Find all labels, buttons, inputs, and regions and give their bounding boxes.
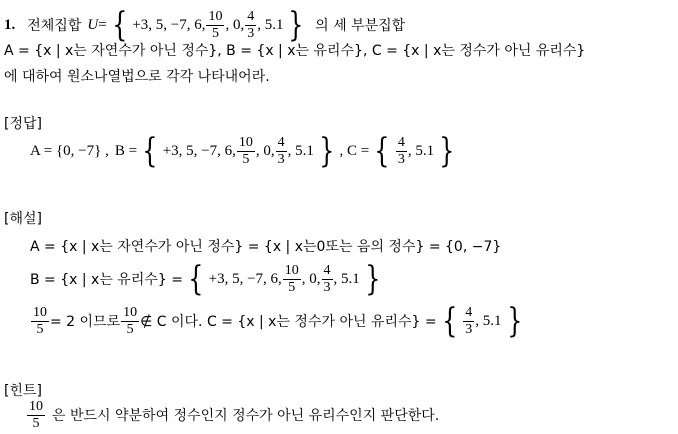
problem-var: U xyxy=(87,16,99,33)
fraction: $\frac{10}{5}$ xyxy=(29,398,43,431)
answer-a: A = {0, −7} , xyxy=(30,142,109,159)
set-elements: , 0, xyxy=(225,16,245,33)
set-elements: +3, 5, −7, 6, xyxy=(132,16,206,33)
brace-open: { xyxy=(188,259,204,299)
fraction: $\frac{10}{5}$ xyxy=(208,8,223,41)
hint-text: 은 반드시 약분하여 정수인지 정수가 아닌 유리수인지 판단한다. xyxy=(52,408,440,424)
brace-close: } xyxy=(506,301,522,341)
set-elements: , 0, xyxy=(255,142,275,159)
set-elements: , 5.1 xyxy=(475,312,502,329)
brace-close: } xyxy=(439,131,455,171)
fraction: $\frac{4}{3}$ xyxy=(247,8,255,41)
fraction: $\frac{10}{5}$ xyxy=(284,262,299,295)
problem-line-2: A = {x | x는 자연수가 아닌 정수}, B = {x | x는 유리수}, C = {x | x는 정수가 아닌 유리수} xyxy=(4,43,586,59)
answer-heading: [정답] xyxy=(4,116,42,132)
set-elements: , 0, xyxy=(301,270,321,287)
brace-close: } xyxy=(319,131,335,171)
explanation-line-3 xyxy=(30,298,527,344)
fraction: $\frac{4}{3}$ xyxy=(277,134,285,167)
hint-heading: [힌트] xyxy=(4,383,42,399)
fraction: $\frac{4}{3}$ xyxy=(397,134,405,167)
problem-text: 전체집합 xyxy=(27,18,82,34)
explanation-text: ∉ C 이다. C = {x | x는 정수가 아닌 유리수} = xyxy=(140,314,437,330)
explanation-text: B = {x | x는 유리수} = xyxy=(30,272,183,288)
fraction: $\frac{10}{5}$ xyxy=(123,304,138,337)
brace-close: } xyxy=(365,259,381,299)
hint-line xyxy=(26,396,439,434)
fraction: $\frac{4}{3}$ xyxy=(323,262,331,295)
brace-open: { xyxy=(111,5,128,45)
fraction: $\frac{10}{5}$ xyxy=(33,304,47,337)
fraction: $\frac{10}{5}$ xyxy=(238,134,253,167)
answer-b: B = xyxy=(114,142,138,159)
set-elements: +3, 5, −7, 6, xyxy=(208,270,282,287)
set-elements: , 5.1 xyxy=(257,16,284,33)
problem-text: 의 세 부분집합 xyxy=(315,18,406,34)
explanation-line-1: A = {x | x는 자연수가 아닌 정수} = {x | x는0또는 음의 정수} = {0, −7} xyxy=(30,239,502,255)
set-elements: , 5.1 xyxy=(333,270,360,287)
answer-c: , C = xyxy=(339,142,370,159)
set-elements: +3, 5, −7, 6, xyxy=(162,142,236,159)
set-elements: , 5.1 xyxy=(287,142,314,159)
brace-open: { xyxy=(142,131,158,171)
problem-line-3: 에 대하여 원소나열법으로 각각 나타내어라. xyxy=(4,69,270,85)
explanation-line-2 xyxy=(30,256,385,302)
set-elements: , 5.1 xyxy=(407,142,435,159)
brace-open: { xyxy=(374,131,390,171)
problem-eq: = xyxy=(98,16,107,33)
answer-line xyxy=(30,126,460,176)
brace-close: } xyxy=(288,5,304,45)
fraction: $\frac{4}{3}$ xyxy=(465,304,473,337)
explanation-heading: [해설] xyxy=(4,211,42,227)
brace-open: { xyxy=(441,301,458,341)
explanation-text: = 2 이므로 xyxy=(50,314,121,330)
problem-number: 1. xyxy=(4,16,16,33)
